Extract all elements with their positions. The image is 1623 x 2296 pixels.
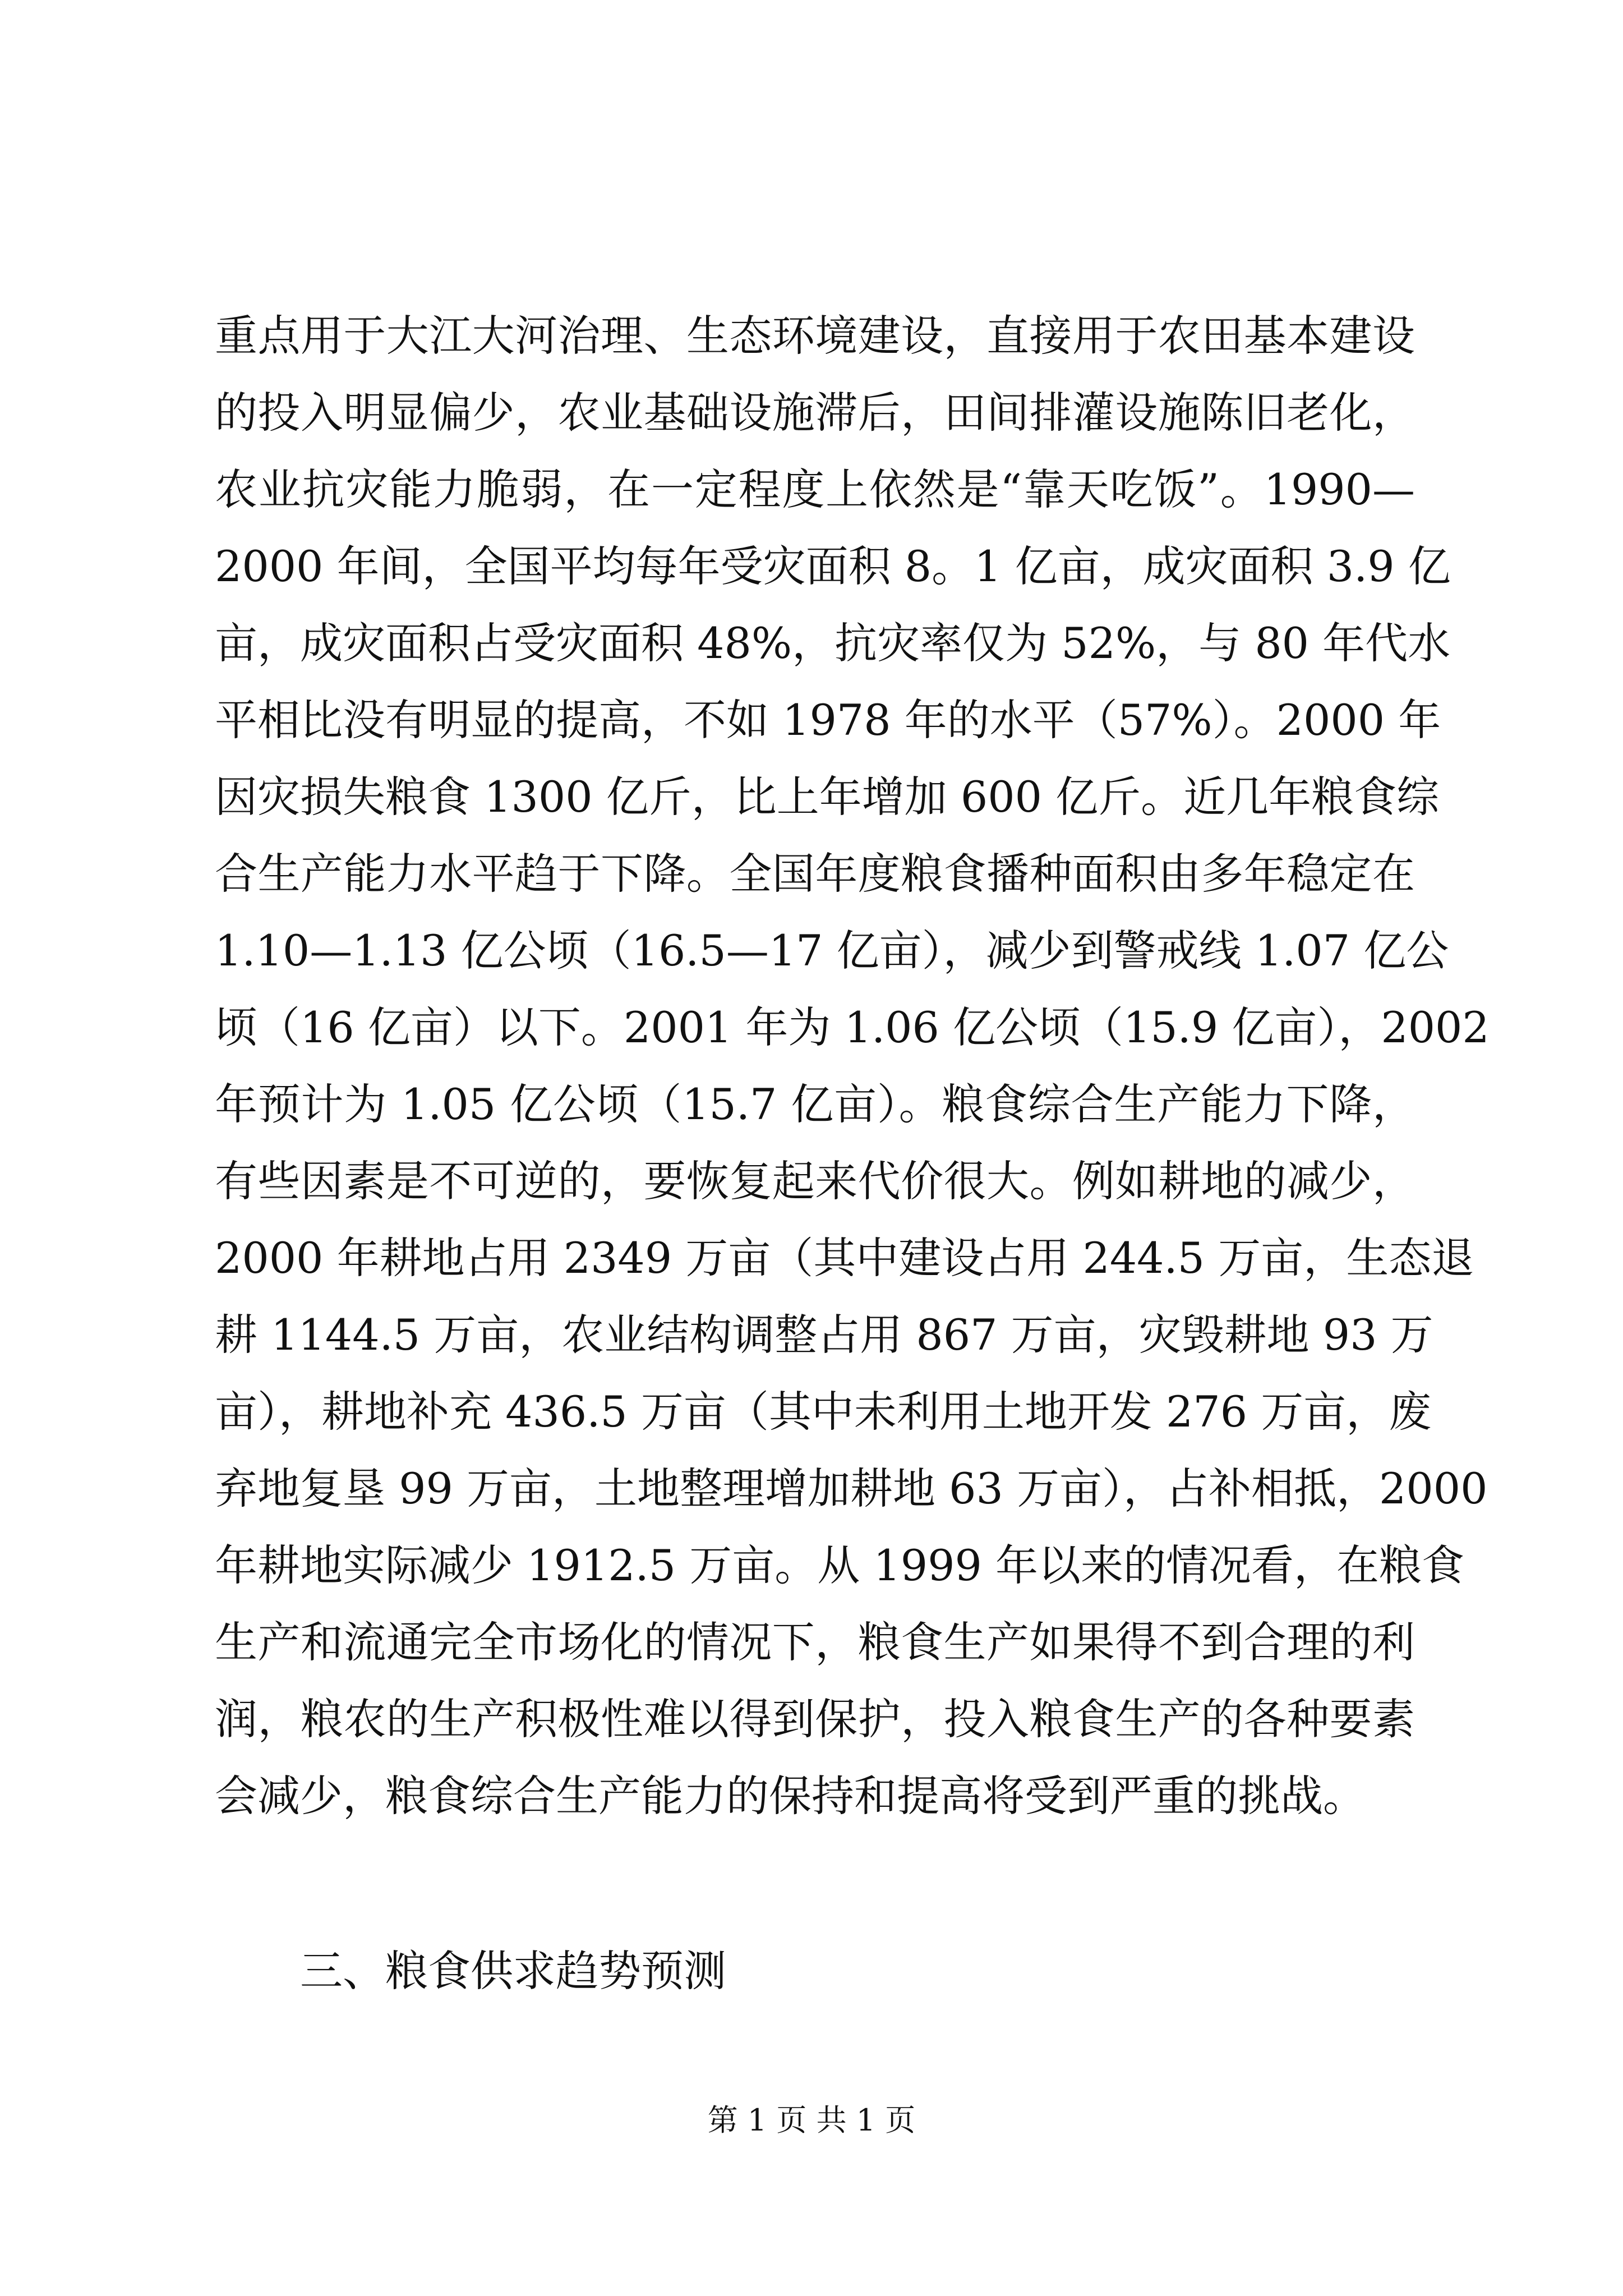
page-footer: 第 1 页 共 1 页 bbox=[707, 2102, 916, 2138]
text-line: 1.10—1.13 亿公顷（16.5—17 亿亩），减少到警戒线 1.07 亿公 bbox=[215, 926, 1449, 976]
text-line: 有些因素是不可逆的，要恢复起来代价很大。例如耕地的减少， bbox=[215, 1156, 1415, 1206]
body-paragraph bbox=[215, 297, 1490, 1834]
text-line: 顷（16 亿亩）以下。2001 年为 1.06 亿公顷（15.9 亿亩），2002 bbox=[215, 1002, 1490, 1052]
text-line: 重点用于大江大河治理、生态环境建设，直接用于农田基本建设 bbox=[215, 311, 1415, 361]
text-line: 2000 年间，全国平均每年受灾面积 8。1 亿亩，成灾面积 3.9 亿 bbox=[215, 541, 1451, 591]
text-line: 2000 年耕地占用 2349 万亩（其中建设占用 244.5 万亩，生态退 bbox=[215, 1233, 1474, 1283]
text-line: 合生产能力水平趋于下降。全国年度粮食播种面积由多年稳定在 bbox=[215, 849, 1415, 899]
text-line: 年预计为 1.05 亿公顷（15.7 亿亩）。粮食综合生产能力下降， bbox=[215, 1079, 1415, 1129]
section-heading: 三、粮食供求趋势预测 bbox=[300, 1946, 726, 1996]
text-line: 会减少，粮食综合生产能力的保持和提高将受到严重的挑战。 bbox=[215, 1771, 1366, 1821]
text-line: 弃地复垦 99 万亩，土地整理增加耕地 63 万亩），占补相抵，2000 bbox=[215, 1464, 1488, 1513]
text-line: 年耕地实际减少 1912.5 万亩。从 1999 年以来的情况看，在粮食 bbox=[215, 1540, 1464, 1590]
text-line: 农业抗灾能力脆弱，在一定程度上依然是“靠天吃饭”。1990— bbox=[215, 464, 1415, 514]
text-line: 亩），耕地补充 436.5 万亩（其中未利用土地开发 276 万亩，废 bbox=[215, 1387, 1432, 1437]
text-line: 因灾损失粮食 1300 亿斤，比上年增加 600 亿斤。近几年粮食综 bbox=[215, 772, 1440, 822]
text-line: 亩，成灾面积占受灾面积 48%，抗灾率仅为 52%，与 80 年代水 bbox=[215, 618, 1451, 668]
text-line: 耕 1144.5 万亩，农业结构调整占用 867 万亩，灾毁耕地 93 万 bbox=[215, 1310, 1433, 1360]
text-line: 润，粮农的生产积极性难以得到保护，投入粮食生产的各种要素 bbox=[215, 1694, 1415, 1744]
text-line: 的投入明显偏少，农业基础设施滞后，田间排灌设施陈旧老化， bbox=[215, 388, 1415, 438]
text-line: 平相比没有明显的提高，不如 1978 年的水平（57%）。2000 年 bbox=[215, 695, 1441, 745]
text-line: 生产和流通完全市场化的情况下，粮食生产如果得不到合理的利 bbox=[215, 1617, 1415, 1667]
